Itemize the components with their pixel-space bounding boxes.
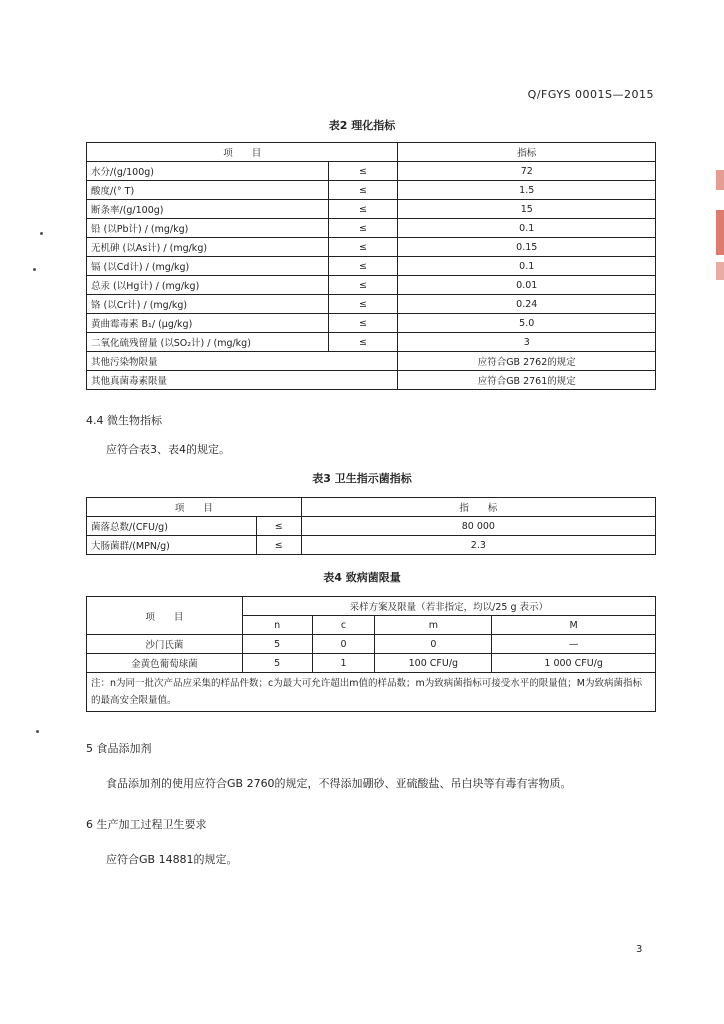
table3-header-item: 项 目 [87,498,302,517]
table-row [87,635,656,654]
table-row [87,276,656,295]
row-operator: ≤ [328,200,398,219]
edge-stamp-mark [716,210,724,255]
row-value: 15 [398,200,656,219]
row-n: 5 [242,654,312,673]
row-item: 铅 (以Pb计) / (mg/kg) [87,219,329,238]
row-operator: ≤ [328,295,398,314]
section-6-text: 应符合GB 14881的规定。 [106,853,238,866]
row-item: 镉 (以Cd计) / (mg/kg) [87,257,329,276]
table3-header-index: 指 标 [301,498,655,517]
row-item: 大肠菌群/(MPN/g) [87,536,257,555]
row-operator: ≤ [256,536,301,555]
row-operator: ≤ [328,314,398,333]
page-number: 3 [636,944,643,955]
table-row [87,162,656,181]
table-row [87,654,656,673]
row-item: 其他污染物限量 [87,352,398,371]
row-item: 其他真菌毒素限量 [87,371,398,390]
table-row [87,314,656,333]
row-value: 0.1 [398,219,656,238]
row-M: 1 000 CFU/g [492,654,656,673]
row-value: 应符合GB 2761的规定 [398,371,656,390]
row-value: 80 000 [301,517,655,536]
row-c: 1 [312,654,375,673]
section-4-4-text: 应符合表3、表4的规定。 [106,443,230,456]
table3 [86,497,656,555]
row-operator: ≤ [328,276,398,295]
table-row [87,333,656,352]
row-n: 5 [242,635,312,654]
table3-caption: 表3 卫生指示菌指标 [312,472,412,485]
row-item: 断条率/(g/100g) [87,200,329,219]
standard-code: Q/FGYS 0001S—2015 [527,88,654,101]
row-item: 菌落总数/(CFU/g) [87,517,257,536]
scan-speck [40,232,43,235]
table-row [87,517,656,536]
table2-header-item: 项 目 [87,143,398,162]
row-value: 2.3 [301,536,655,555]
edge-stamp-mark [716,170,724,190]
row-item: 黄曲霉毒素 B₁/ (μg/kg) [87,314,329,333]
row-value: 0.24 [398,295,656,314]
row-operator: ≤ [328,238,398,257]
row-value: 应符合GB 2762的规定 [398,352,656,371]
section-5-text: 食品添加剂的使用应符合GB 2760的规定，不得添加硼砂、亚硫酸盐、吊白块等有毒有害物质。 [106,777,572,790]
table-row [87,536,656,555]
row-item: 沙门氏菌 [87,635,243,654]
row-operator: ≤ [328,181,398,200]
table-row [87,371,656,390]
scan-speck [36,730,39,733]
table4-subheader-n: n [242,616,312,635]
row-m: 0 [375,635,492,654]
table-row [87,352,656,371]
table4-note: 注：n为同一批次产品应采集的样品件数；c为最大可允许超出m值的样品数；m为致病菌指标可接受水平的限量值；M为致病菌指标的最高安全限量值。 [87,673,656,712]
section-6-heading: 6 生产加工过程卫生要求 [86,818,207,831]
table4-subheader-M: M [492,616,656,635]
row-item: 二氧化硫残留量 (以SO₂计) / (mg/kg) [87,333,329,352]
section-5-heading: 5 食品添加剂 [86,742,152,755]
table-row [87,257,656,276]
scan-speck [33,268,36,271]
row-value: 3 [398,333,656,352]
row-operator: ≤ [328,162,398,181]
row-item: 无机砷 (以As计) / (mg/kg) [87,238,329,257]
table-row [87,238,656,257]
table4 [86,596,656,712]
row-M: — [492,635,656,654]
row-operator: ≤ [256,517,301,536]
row-value: 1.5 [398,181,656,200]
row-m: 100 CFU/g [375,654,492,673]
table4-header-item: 项 目 [87,597,243,635]
row-item: 金黄色葡萄球菌 [87,654,243,673]
table4-subheader-c: c [312,616,375,635]
table-row [87,219,656,238]
table2 [86,142,656,390]
row-item: 酸度/(° T) [87,181,329,200]
row-c: 0 [312,635,375,654]
table-row [87,200,656,219]
table-row [87,295,656,314]
row-operator: ≤ [328,333,398,352]
row-item: 铬 (以Cr计) / (mg/kg) [87,295,329,314]
row-value: 0.1 [398,257,656,276]
row-operator: ≤ [328,219,398,238]
table4-caption: 表4 致病菌限量 [323,571,401,584]
row-item: 总汞 (以Hg计) / (mg/kg) [87,276,329,295]
table-row [87,181,656,200]
row-value: 5.0 [398,314,656,333]
row-value: 72 [398,162,656,181]
row-value: 0.15 [398,238,656,257]
section-4-4-heading: 4.4 微生物指标 [86,414,162,427]
table4-group-header: 采样方案及限量（若非指定，均以/25 g 表示） [242,597,655,616]
table2-caption: 表2 理化指标 [328,119,396,132]
row-item: 水分/(g/100g) [87,162,329,181]
row-operator: ≤ [328,257,398,276]
table2-header-index: 指标 [398,143,656,162]
row-value: 0.01 [398,276,656,295]
edge-stamp-mark [716,262,724,280]
table4-subheader-m: m [375,616,492,635]
